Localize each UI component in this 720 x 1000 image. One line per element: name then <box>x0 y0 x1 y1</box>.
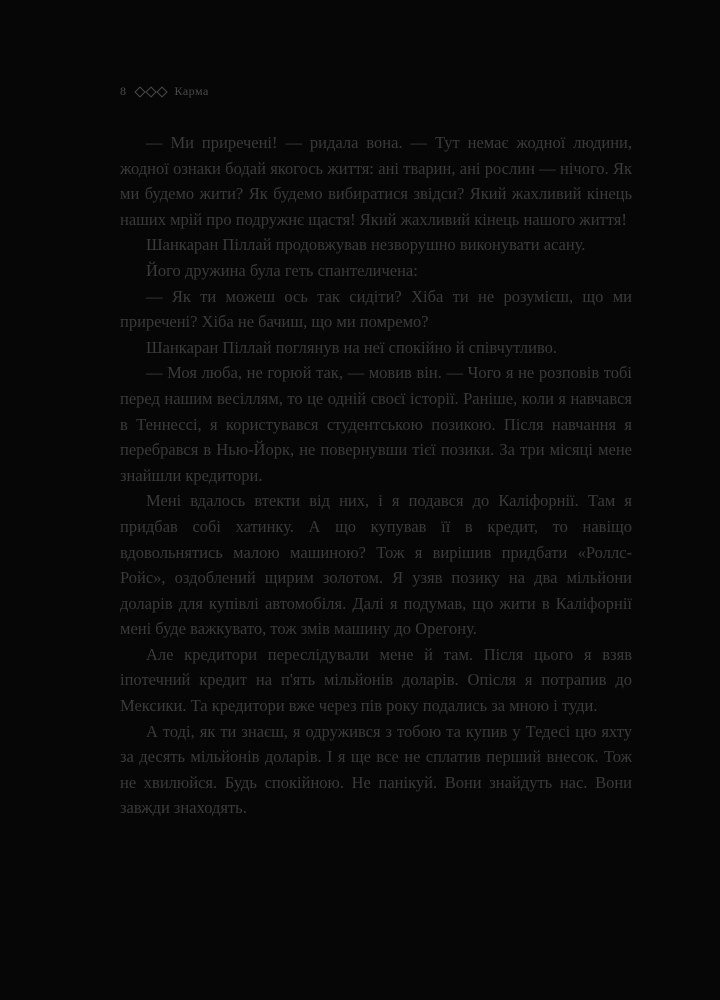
paragraph: — Як ти можеш ось так сидіти? Хіба ти не розумієш, що ми приречені? Хіба не бачиш, що ми помремо? <box>120 286 632 332</box>
paragraph: — Моя люба, не горюй так, — мовив він. — Чого я не розповів тобі перед нашим весіллям, то це одній своєї історії. Раніше, коли я навчався в Теннессі, я користувався студентською позикою. Після навчання я перебрався в Нью-Йорк, не повернувши тієї позики. За три місяці мене знайшли кредитори. <box>120 363 632 485</box>
paragraph: А тоді, як ти знаєш, я одружився з тобою та купив у Тедесі цю яхту за десять мільйонів доларів. І я ще все не сплатив перший внесок. Тож не хвилюйся. Будь спокійною. Не панікуй. Вони знайдуть нас. Вони завжди знаходять. <box>120 721 632 818</box>
paragraph: Шанкаран Піллай продовжував незворушно виконувати асану. <box>146 235 586 255</box>
body-text <box>120 130 632 821</box>
running-title: Карма <box>174 84 209 98</box>
ornament-icon <box>135 88 167 96</box>
paragraph: — Ми приречені! — ридала вона. — Тут немає жодної людини, жодної ознаки бодай якогось життя: ані тварин, ані рослин — нічого. Як ми будемо жити? Як будемо вибиратися звідси? Який жахливий кінець наших мрій про подружнє щастя! Який жахливий кінець нашого життя! <box>120 133 632 229</box>
paragraph: Але кредитори переслідували мене й там. Після цього я взяв іпотечний кредит на п'ять мільйонів доларів. Опісля я потрапив до Мексики. Та кредитори вже через пів року подались за мною і туди. <box>120 644 632 716</box>
paragraph: Його дружина була геть спантеличена: <box>146 260 418 280</box>
paragraph: Шанкаран Піллай поглянув на неї спокійно й співчутливо. <box>146 337 557 357</box>
page-number: 8 <box>120 84 127 98</box>
paragraph: Мені вдалось втекти від них, і я подався до Каліфорнії. Там я придбав собі хатинку. А що купував її в кредит, то навіщо вдовольнятись малою машиною? Тож я вирішив придбати «Роллс-Ройс», оздоблений щирим золотом. Я узяв позику на два мільйони доларів для купівлі автомобіля. Далі я подумав, що жити в Каліфорнії мені буде важкувато, тож змів машину до Орегону. <box>120 491 632 639</box>
running-head <box>120 84 209 99</box>
